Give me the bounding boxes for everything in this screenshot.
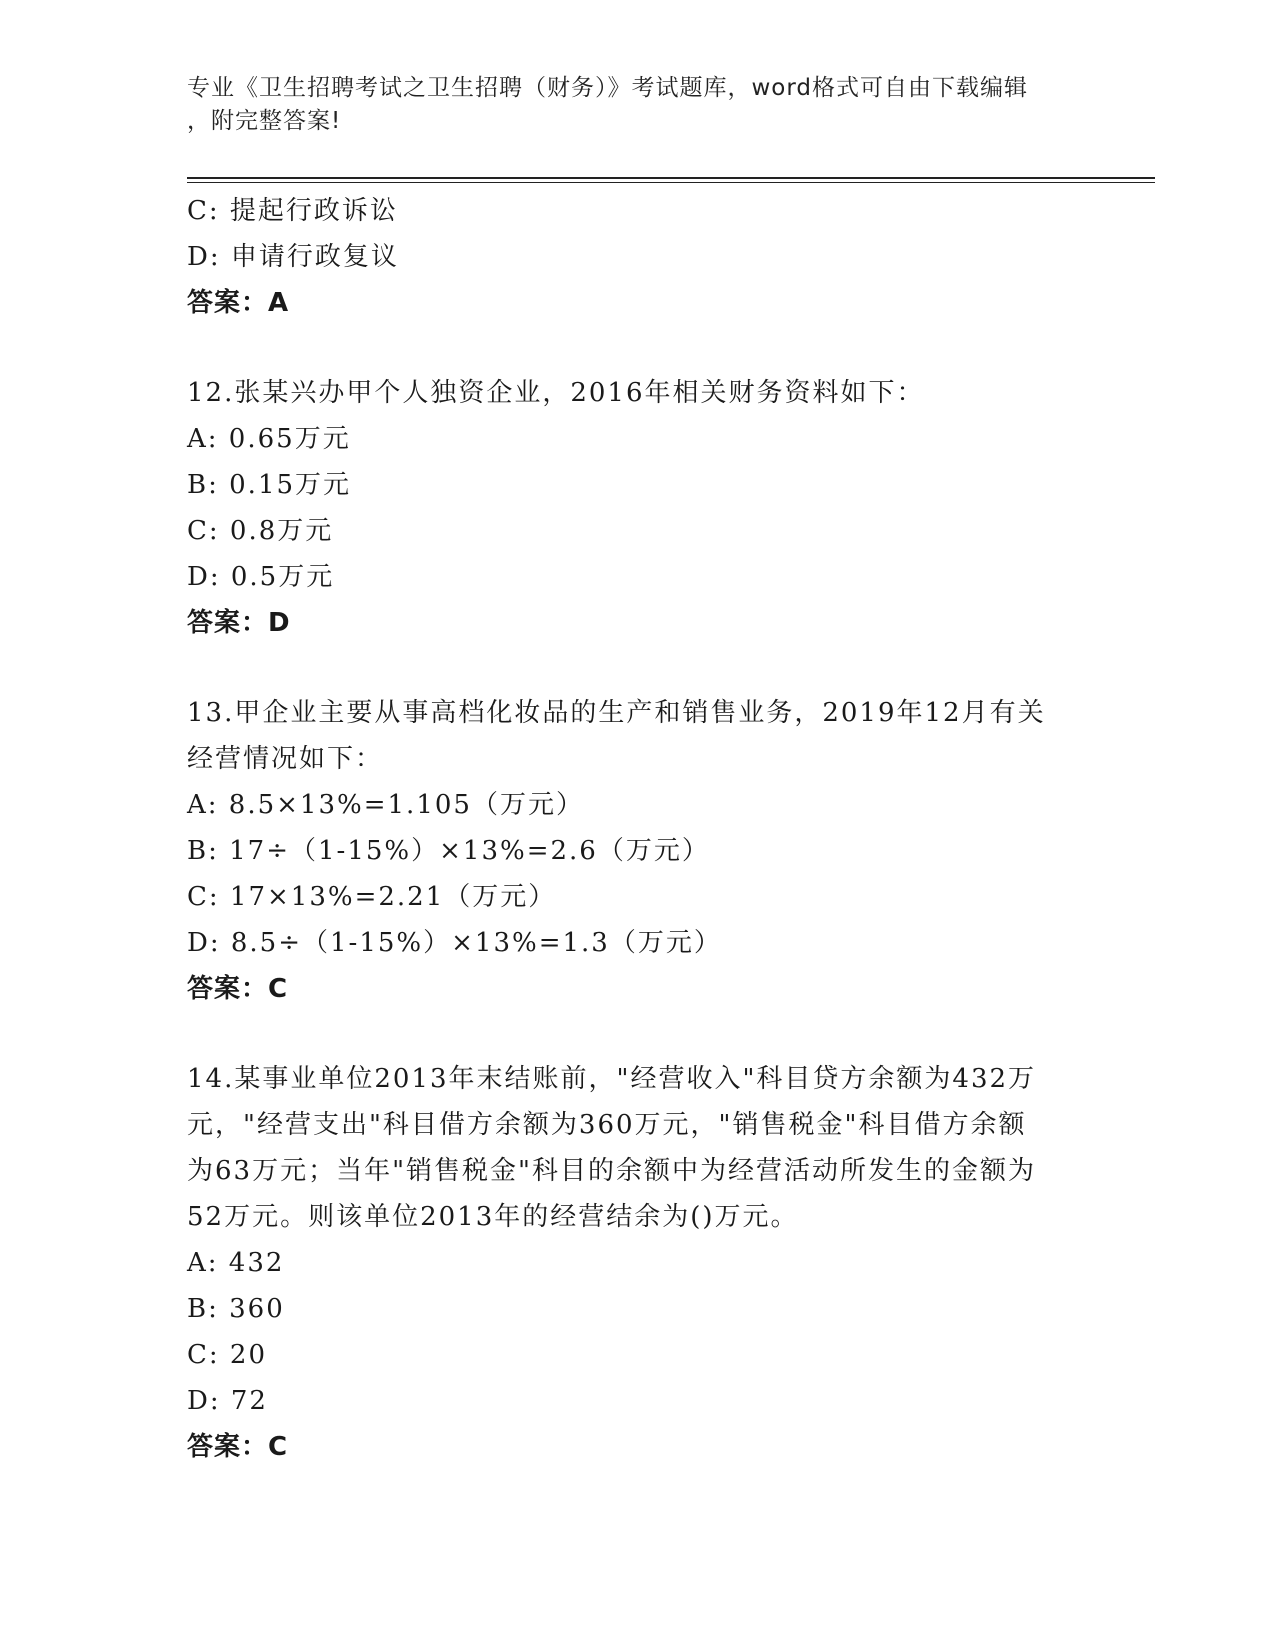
spacer: [187, 646, 1087, 690]
option-d: D: 72: [187, 1386, 268, 1416]
option-a: A: 0.65万元: [187, 424, 351, 454]
question-stem-line-1: 13.甲企业主要从事高档化妆品的生产和销售业务，2019年12月有关: [187, 698, 1046, 728]
option-d: D: 0.5万元: [187, 562, 335, 592]
option-d: D: 申请行政复议: [187, 242, 399, 272]
document-header: [187, 72, 1087, 138]
question-13: [187, 690, 1087, 1012]
spacer: [187, 1012, 1087, 1056]
option-c: C: 0.8万元: [187, 516, 334, 546]
answer: 答案：C: [187, 1432, 289, 1462]
option-c: C: 17×13%=2.21（万元）: [187, 882, 557, 912]
spacer: [187, 326, 1087, 370]
option-b: B: 0.15万元: [187, 470, 352, 500]
question-stem-line-4: 52万元。则该单位2013年的经营结余为()万元。: [187, 1202, 799, 1232]
option-d: D: 8.5÷（1-15%）×13%=1.3（万元）: [187, 928, 722, 958]
option-a: A: 8.5×13%=1.105（万元）: [187, 790, 584, 820]
answer: 答案：A: [187, 288, 290, 318]
question-stem-line-2: 经营情况如下：: [187, 744, 384, 774]
answer: 答案：C: [187, 974, 289, 1004]
option-c: C: 20: [187, 1340, 268, 1370]
question-list: [187, 188, 1087, 1470]
question-14: [187, 1056, 1087, 1470]
question-stem-line-3: 为63万元；当年"销售税金"科目的余额中为经营活动所发生的金额为: [187, 1156, 1037, 1186]
question-stem-line-1: 14.某事业单位2013年末结账前，"经营收入"科目贷方余额为432万: [187, 1064, 1037, 1094]
header-line-1: 专业《卫生招聘考试之卫生招聘（财务）》考试题库，word格式可自由下载编辑: [187, 75, 1029, 101]
question-stem-line-2: 元，"经营支出"科目借方余额为360万元，"销售税金"科目借方余额: [187, 1110, 1027, 1140]
question-12: [187, 370, 1087, 646]
option-a: A: 432: [187, 1248, 285, 1278]
answer: 答案：D: [187, 608, 291, 638]
question-11: [187, 188, 1087, 326]
header-line-2: ，附完整答案!: [187, 108, 342, 134]
header-rule-thin: [187, 182, 1155, 183]
option-c: C: 提起行政诉讼: [187, 196, 398, 226]
option-b: B: 360: [187, 1294, 285, 1324]
option-b: B: 17÷（1-15%）×13%=2.6（万元）: [187, 836, 710, 866]
header-rule-thick: [187, 177, 1155, 179]
question-stem: 12.张某兴办甲个人独资企业，2016年相关财务资料如下：: [187, 378, 925, 408]
